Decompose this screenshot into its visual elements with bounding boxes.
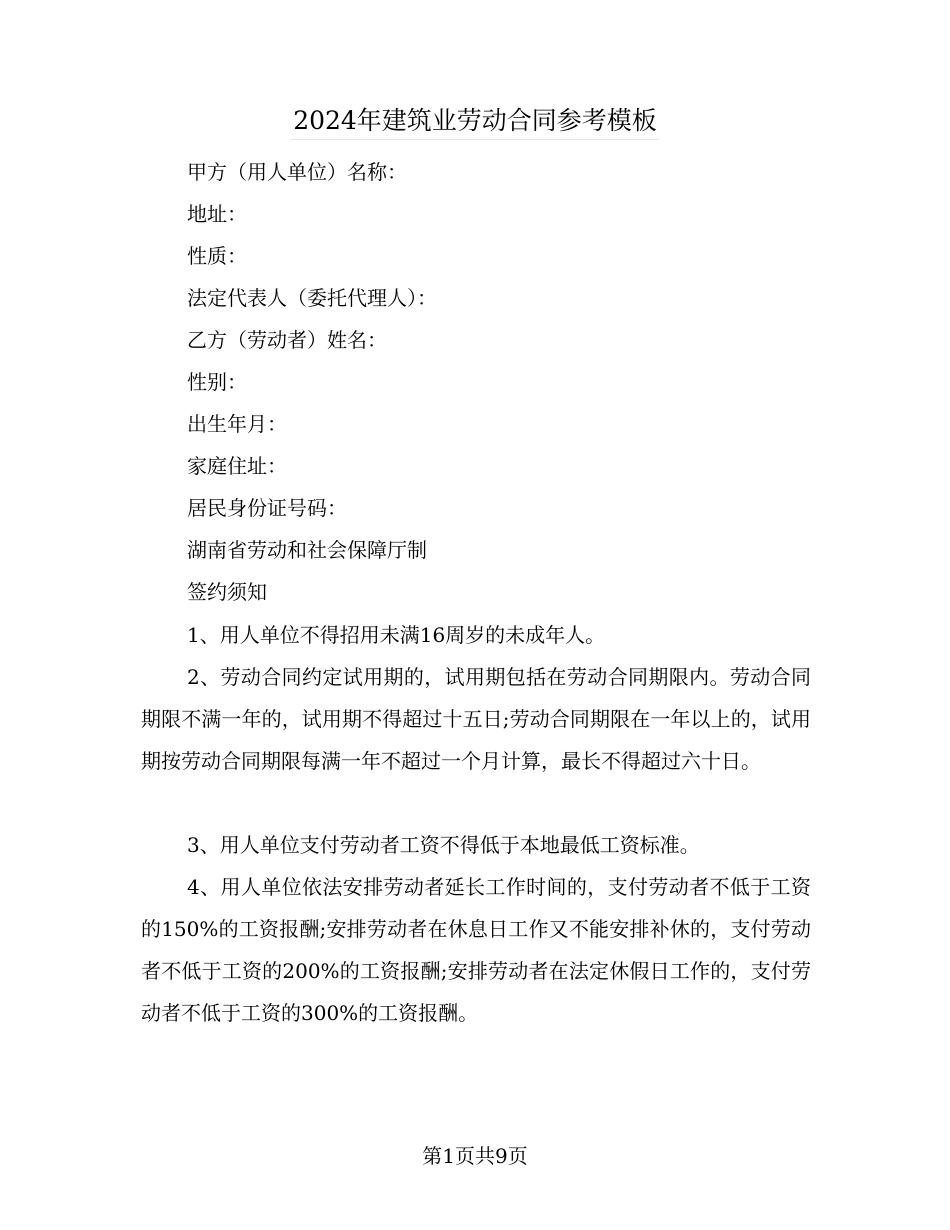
title-container bbox=[0, 103, 950, 140]
field-nature: 性质： bbox=[187, 244, 247, 268]
clause-4: 4、用人单位依法安排劳动者延长工作时间的，支付劳动者不低于工资的150%的工资报酬;安排劳动者在休息日工作又不能安排补休的，支付劳动者不低于工资的200%的工资报酬;安排劳动者在法定休假日工作的，支付劳动者不低于工资的300%的工资报酬。 bbox=[141, 875, 811, 1025]
clause-1: 1、用人单位不得招用未满16周岁的未成年人。 bbox=[187, 623, 606, 647]
field-birth-date: 出生年月： bbox=[187, 412, 287, 436]
issuer-line: 湖南省劳动和社会保障厅制 bbox=[187, 538, 427, 562]
field-address: 地址： bbox=[187, 202, 247, 226]
clause-3: 3、用人单位支付劳动者工资不得低于本地最低工资标准。 bbox=[187, 833, 700, 857]
section-heading-signing-notes: 签约须知 bbox=[187, 580, 267, 604]
clause-2: 2、劳动合同约定试用期的，试用期包括在劳动合同期限内。劳动合同期限不满一年的，试用期不得超过十五日;劳动合同期限在一年以上的，试用期按劳动合同期限每满一年不超过一个月计算，最长不得超过六十日。 bbox=[141, 665, 811, 773]
field-party-a-name: 甲方（用人单位）名称： bbox=[187, 160, 407, 184]
field-home-address: 家庭住址： bbox=[187, 454, 287, 478]
document-title: 2024年建筑业劳动合同参考模板 bbox=[291, 103, 659, 140]
field-legal-representative: 法定代表人（委托代理人）： bbox=[187, 286, 437, 310]
page-footer: 第1页共9页 bbox=[422, 1144, 528, 1168]
field-gender: 性别： bbox=[187, 370, 247, 394]
field-party-b-name: 乙方（劳动者）姓名： bbox=[187, 328, 387, 352]
field-id-number: 居民身份证号码： bbox=[187, 496, 347, 520]
